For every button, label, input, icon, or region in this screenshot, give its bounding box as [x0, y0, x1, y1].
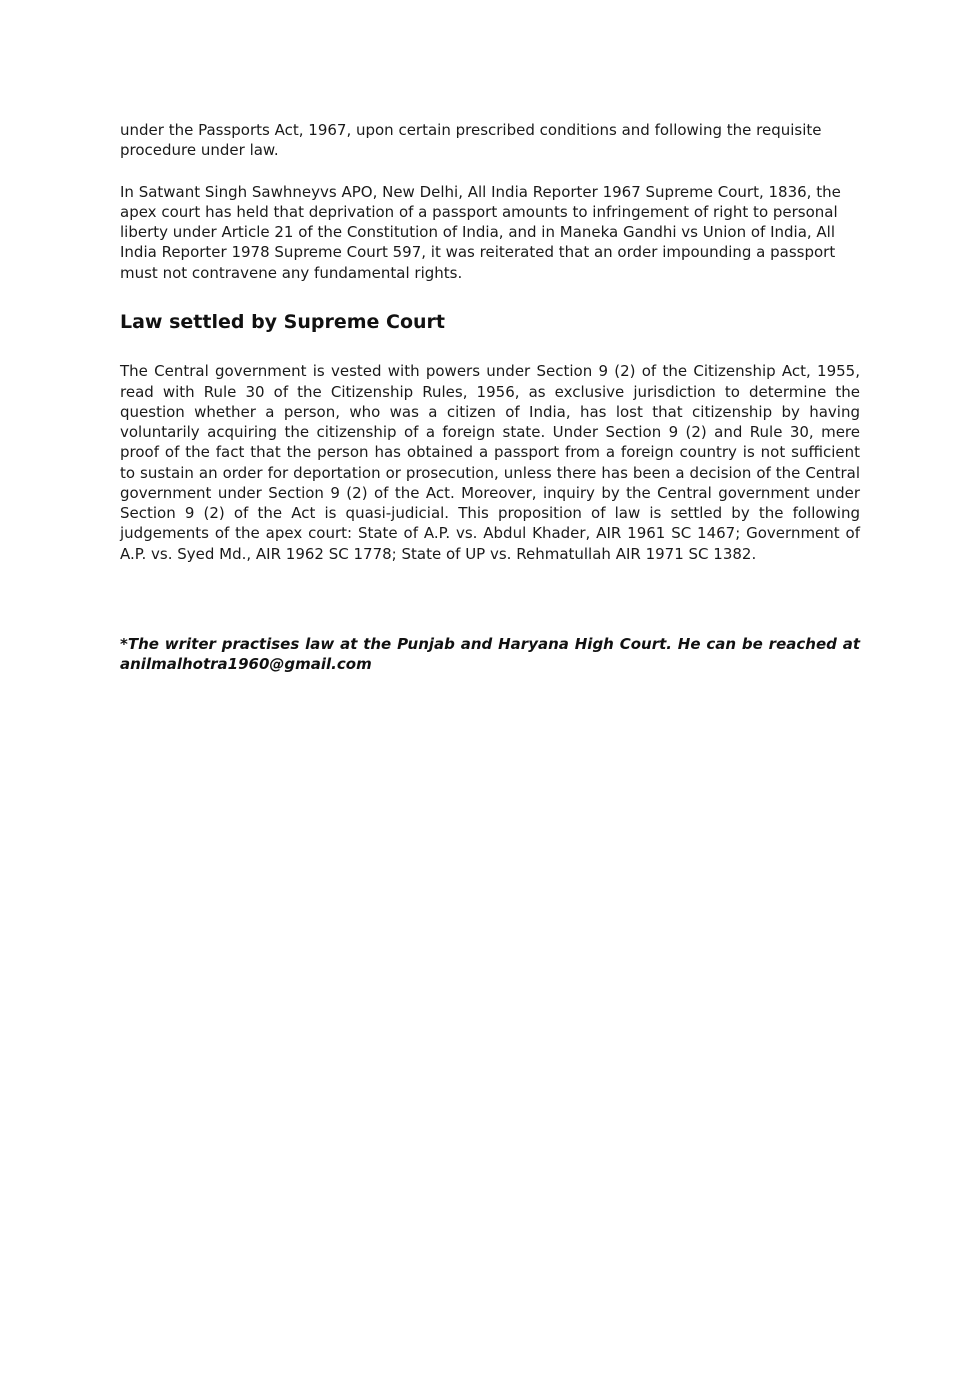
body-paragraph-3: The Central government is vested with powers under Section 9 (2) of the Citizenship Act, 1955, read with Rule 30 of the Citizenship Rules, 1956, as exclusive jurisdiction to determine the question whether a person, who was a citizen of India, has lost that citizenship by having voluntarily acquiring the citizenship of a foreign state. Under Section 9 (2) and Rule 30, mere proof of the fact that the person has obtained a passport from a foreign country is not sufficient to sustain an order for deportation or prosecution, unless there has been a decision of the Central government under Section 9 (2) of the Act. Moreover, inquiry by the Central government under Section 9 (2) of the Act is quasi-judicial. This proposition of law is settled by the following judgements of the apex court: State of A.P. vs. Abdul Khader, AIR 1961 SC 1467; Government of A.P. vs. Syed Md., AIR 1962 SC 1778; State of UP vs. Rehmatullah AIR 1971 SC 1382. [120, 362, 860, 563]
footer-author-note: *The writer practises law at the Punjab and Haryana High Court. He can be reached at anilmalhotra1960@gmail.com [120, 634, 860, 674]
body-paragraph-2: In Satwant Singh Sawhneyvs APO, New Delhi, All India Reporter 1967 Supreme Court, 1836, the apex court has held that deprivation of a passport amounts to infringement of right to personal liberty under Article 21 of the Constitution of India, and in Maneka Gandhi vs Union of India, All India Reporter 1978 Supreme Court 597, it was reiterated that an order impounding a passport must not contravene any fundamental rights. [120, 182, 841, 282]
body-paragraph-1: under the Passports Act, 1967, upon certain prescribed conditions and following the requisite procedure under law. [120, 121, 822, 160]
section-heading: Law settled by Supreme Court [120, 310, 446, 333]
